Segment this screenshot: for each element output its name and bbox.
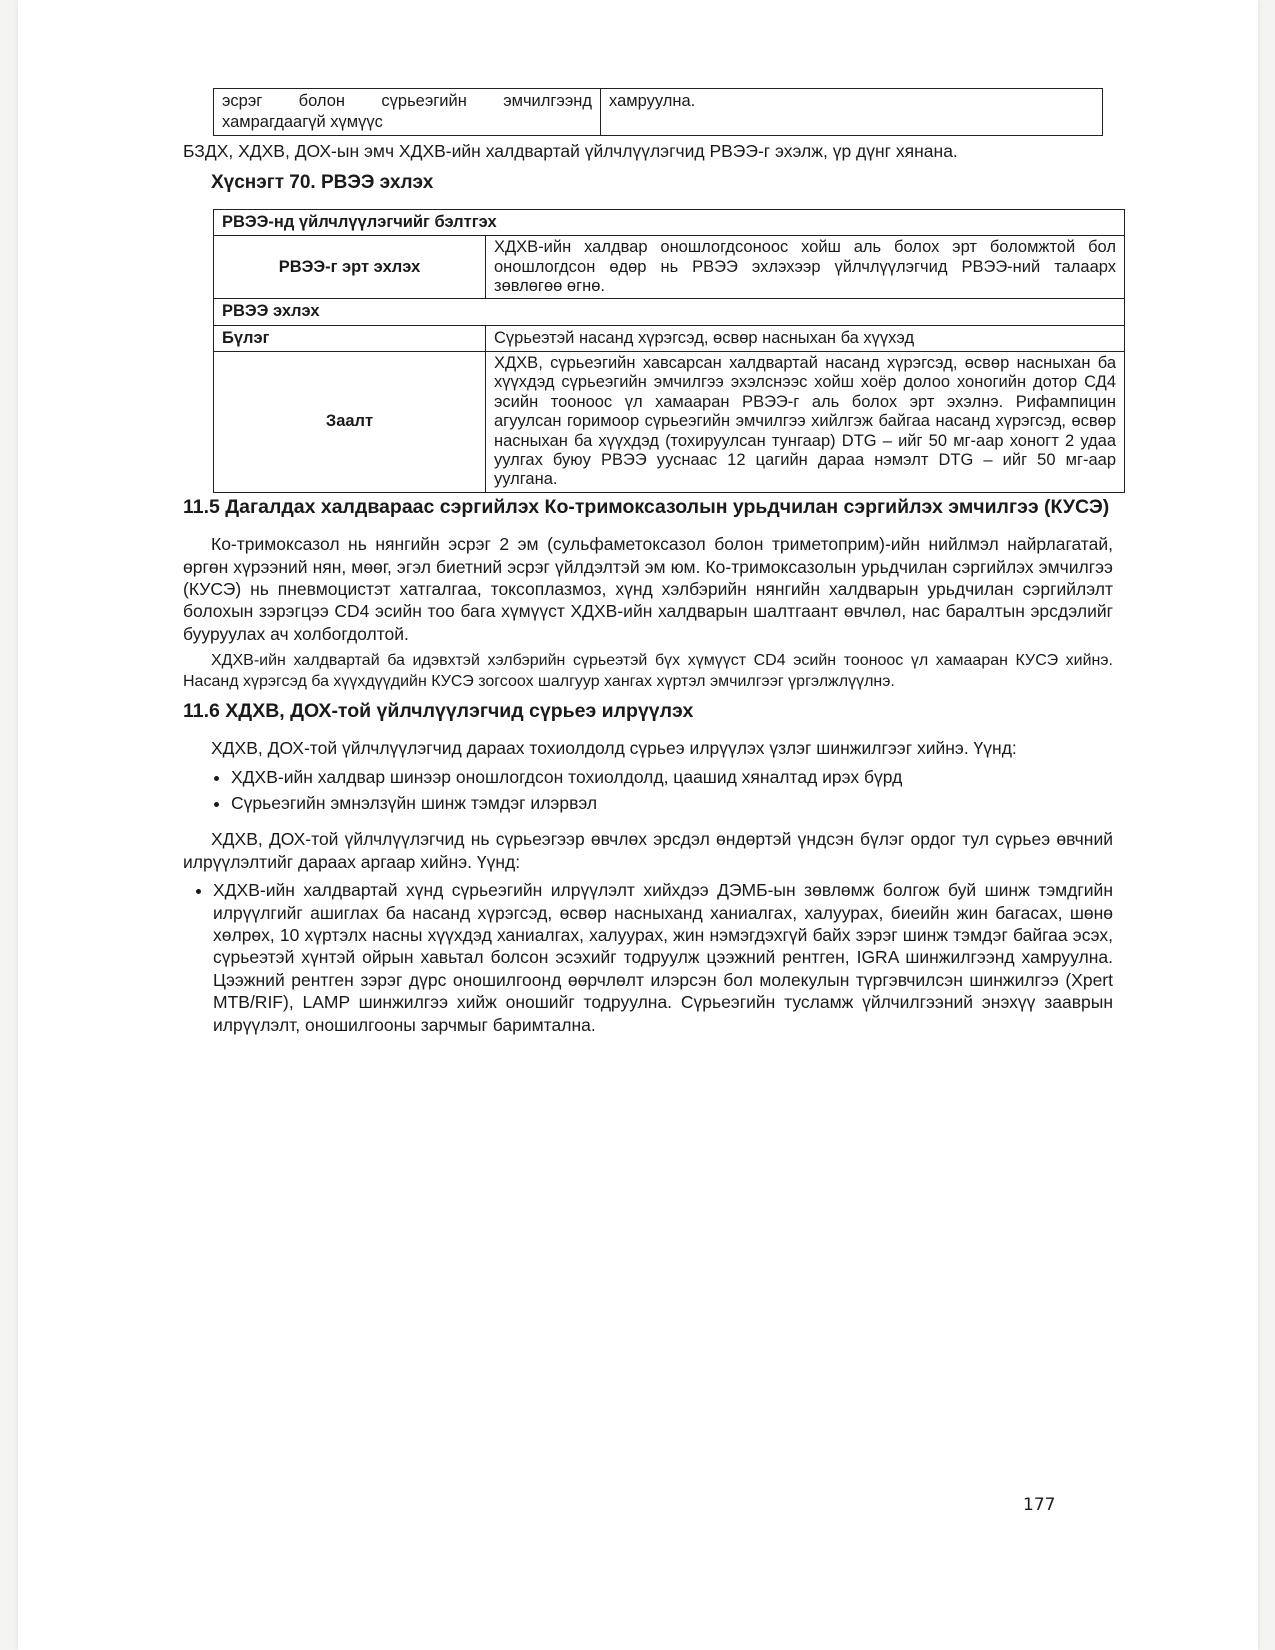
table-cell: ХДХВ, сүрьеэгийн хавсарсан халдвартай насанд хүрэгсэд, өсвөр насныхан ба хүүхдэд сүрьеэгийн эмчилгээ эхэлснээс хойш хоёр долоо хоногийн дотор СД4 эсийн тооноос үл хамааран РВЭЭ-г аль болох эрт эхэлнэ. Рифампицин агуулсан горимоор сүрьеэгийн эмчилгээ хийлгэж байгаа насанд хүрэгсэд, өсвөр насныхан ба хүүхдэд (тохируулсан тунгаар) DTG – ийг 50 мг-аар хоногт 2 удаа уулгах буюу РВЭЭ ууснаас 12 цагийн дараа нэмэлт DTG – ийг 50 мг-аар уулгана.: [486, 351, 1125, 492]
table-cell: РВЭЭ эхлэх: [214, 299, 1125, 325]
section-heading-11-6: 11.6 ХДХВ, ДОХ-той үйлчлүүлэгчид сүрьеэ илрүүлэх: [183, 699, 694, 722]
paragraph: ХДХВ, ДОХ-той үйлчлүүлэгчид нь сүрьеэгээр өвчлөх эрсдэл өндөртэй үндсэн бүлэг ордог тул сүрьеэ өвчний илрүүлэлтийг дараах аргаар хийнэ. Үүнд:: [183, 829, 1113, 872]
intro-paragraph: БЗДХ, ХДХВ, ДОХ-ын эмч ХДХВ-ийн халдвартай үйлчлүүлэгчид РВЭЭ-г эхэлж, үр дүнг хянана.: [183, 141, 958, 162]
page-content: [183, 88, 1116, 1050]
bullet-list: [183, 879, 1113, 1036]
table-caption: Хүснэгт 70. РВЭЭ эхлэх: [211, 171, 434, 193]
table-cell: ХДХВ-ийн халдвар оношлогдсоноос хойш аль болох эрт боломжтой бол оношлогдсон өдөр нь РВЭЭ эхлэхээр үйлчлүүлэгчид РВЭЭ-ний талаарх зөвлөгөө өгнө.: [486, 236, 1125, 299]
table-row: [214, 236, 1125, 299]
paragraph: ХДХВ-ийн халдвартай ба идэвхтэй хэлбэрийн сүрьеэтэй бүх хүмүүст CD4 эсийн тооноос үл хамааран КУСЭ хийнэ. Насанд хүрэгсэд ба хүүхдүүдийн КУСЭ зогсоох шалгуур хангах хүртэл эмчилгээг үргэлжлүүлнэ.: [183, 652, 1113, 691]
art-start-table: [213, 209, 1125, 493]
list-item: • ХДХВ-ийн халдвартай хүнд сүрьеэгийн илрүүлэлт хийхдээ ДЭМБ-ын зөвлөмж болгож буй шинж тэмдгийн илрүүлгийг ашиглах ба насанд хүрэгсэд, өсвөр насныханд ханиалгах, халуурах, биеийн жин багасах, шөнө хөлрөх, 10 хүртэлх насны хүүхдэд ханиалгах, халуурах, жин нэмэгдэхгүй байх зэрэг шинж тэмдэг байгаа эсэх, сүрьеэтэй хүнтэй ойрын хавьтал болсон эсэхийг тодруулж цээжний рентген, IGRA шинжилгээнд хамруулна. Цээжний рентген зэрэг дүрс оношилгоонд өөрчлөлт илэрсэн бол молекулын түргэвчилсэн шинжилгээ (Xpert MTB/RIF), LAMP шинжилгээ хийж оношийг тодруулна. Сүрьеэгийн тусламж үйлчилгээний энэхүү зааврын илрүүлэлт, оношилгооны зарчмыг баримтална.: [213, 879, 1113, 1036]
continuation-table: [213, 88, 1103, 136]
paragraph: ХДХВ, ДОХ-той үйлчлүүлэгчид дараах тохиолдолд сүрьеэ илрүүлэх үзлэг шинжилгээг хийнэ. Үүнд:: [211, 738, 1017, 759]
table-cell: РВЭЭ-нд үйлчлүүлэгчийг бэлтгэх: [214, 209, 1125, 235]
table-row: [214, 89, 1103, 136]
table-row: [214, 299, 1125, 325]
list-item: • ХДХВ-ийн халдвар шинээр оношлогдсон тохиолдолд, цаашид хяналтад ирэх бүрд: [231, 766, 1113, 788]
paragraph: Ко-тримоксазол нь нянгийн эсрэг 2 эм (сульфаметоксазол болон триметоприм)-ийн нийлмэл найрлагатай, өргөн хүрээний нян, мөөг, эгэл биетний эсрэг үйлдэлтэй эм юм. Ко-тримоксазолын урьдчилан сэргийлэх эмчилгээ (КУСЭ) нь пневмоцистэт хатгалгаа, токсоплазмоз, хүнд хэлбэрийн нянгийн халдварын урьдчилан сэргийлэлт болохын зэрэгцээ CD4 эсийн тоо бага хүмүүст ХДХВ-ийн халдварын шалтгаант өвчлөл, нас баралтын эрсдэлийг бууруулах ач холбогдолтой.: [183, 534, 1113, 644]
document-page: [18, 0, 1258, 1650]
bullet-list: [183, 766, 1113, 815]
list-item: • Сүрьеэгийн эмнэлзүйн шинж тэмдэг илэрвэл: [231, 792, 1113, 814]
table-cell: эсрэг болон сүрьеэгийн эмчилгээнд хамрагдаагүй хүмүүс: [214, 89, 601, 136]
table-cell: хамруулна.: [601, 89, 1103, 136]
table-row: [214, 351, 1125, 492]
table-row: [214, 209, 1125, 235]
page-number: 177: [1023, 1495, 1056, 1515]
table-cell: Сүрьеэтэй насанд хүрэгсэд, өсвөр насныхан ба хүүхэд: [486, 325, 1125, 351]
table-cell: Заалт: [214, 351, 486, 492]
section-heading-11-5: 11.5 Дагалдах халдвараас сэргийлэх Ко-тримоксазолын урьдчилан сэргийлэх эмчилгээ (КУСЭ): [183, 495, 1110, 518]
table-cell: РВЭЭ-г эрт эхлэх: [214, 236, 486, 299]
table-row: [214, 325, 1125, 351]
table-cell: Бүлэг: [214, 325, 486, 351]
